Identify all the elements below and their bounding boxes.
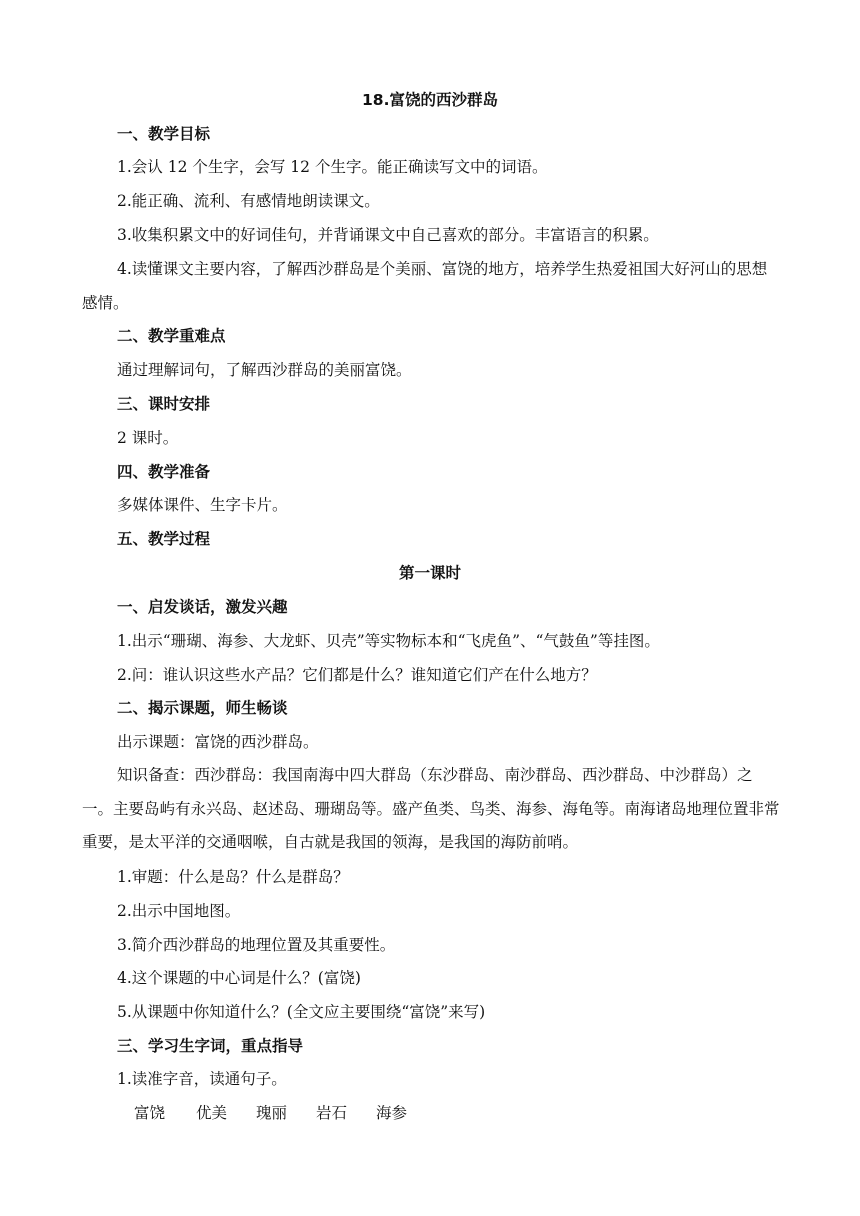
step3-item-1: 1.读准字音，读通句子。 bbox=[117, 1070, 287, 1088]
step-heading-3: 三、学习生字词，重点指导 bbox=[117, 1037, 304, 1055]
document-title: 18.富饶的西沙群岛 bbox=[362, 91, 498, 109]
step2-item-5: 5.从课题中你知道什么？(全文应主要围绕“富饶”来写) bbox=[117, 1003, 486, 1021]
goal-item-1: 1.会认 12 个生字，会写 12 个生字。能正确读写文中的词语。 bbox=[117, 158, 548, 176]
step2-item-4: 4.这个课题的中心词是什么？(富饶) bbox=[117, 969, 361, 987]
key-points-text: 通过理解词句，了解西沙群岛的美丽富饶。 bbox=[117, 361, 412, 379]
goal-item-3: 3.收集积累文中的好词佳句，并背诵课文中自己喜欢的部分。丰富语言的积累。 bbox=[117, 226, 659, 244]
vocab-word: 优美 bbox=[196, 1104, 228, 1122]
step1-item-2: 2.问：谁认识这些水产品？它们都是什么？谁知道它们产在什么地方？ bbox=[117, 666, 597, 684]
schedule-text: 2 课时。 bbox=[117, 429, 179, 447]
vocab-word: 瑰丽 bbox=[256, 1104, 288, 1122]
lesson-title: 第一课时 bbox=[398, 564, 461, 582]
section-heading-key-points: 二、教学重难点 bbox=[117, 327, 226, 345]
vocab-word: 岩石 bbox=[316, 1104, 348, 1122]
step2-item-1: 1.审题：什么是岛？什么是群岛？ bbox=[117, 868, 349, 886]
vocab-word: 富饶 bbox=[134, 1104, 166, 1122]
knowledge-paragraph: 知识备查：西沙群岛：我国南海中四大群岛（东沙群岛、南沙群岛、西沙群岛、中沙群岛）之一。主要岛屿有永兴岛、赵述岛、珊瑚岛等。盛产鱼类、鸟类、海参、海龟等。南海诸岛地理位置非常重要，是太平洋的交通咽喉，自古就是我国的领海，是我国的海防前哨。 bbox=[82, 766, 780, 851]
section-heading-goals: 一、教学目标 bbox=[117, 125, 211, 143]
goal-item-2: 2.能正确、流利、有感情地朗读课文。 bbox=[117, 192, 380, 210]
vocab-word: 海参 bbox=[376, 1104, 408, 1122]
section-heading-preparation: 四、教学准备 bbox=[117, 463, 211, 481]
step2-item-2: 2.出示中国地图。 bbox=[117, 902, 241, 920]
step2-item-3: 3.简介西沙群岛的地理位置及其重要性。 bbox=[117, 936, 396, 954]
step2-show-title: 出示课题：富饶的西沙群岛。 bbox=[117, 733, 319, 751]
section-heading-schedule: 三、课时安排 bbox=[117, 395, 211, 413]
step-heading-2: 二、揭示课题，师生畅谈 bbox=[117, 699, 288, 717]
section-heading-process: 五、教学过程 bbox=[117, 530, 211, 548]
step-heading-1: 一、启发谈话，激发兴趣 bbox=[117, 598, 288, 616]
preparation-text: 多媒体课件、生字卡片。 bbox=[117, 496, 288, 514]
step1-item-1: 1.出示“珊瑚、海参、大龙虾、贝壳”等实物标本和“飞虎鱼”、“气鼓鱼”等挂图。 bbox=[117, 632, 660, 650]
goal-item-4: 4.读懂课文主要内容，了解西沙群岛是个美丽、富饶的地方，培养学生热爱祖国大好河山的思想感情。 bbox=[82, 260, 768, 312]
